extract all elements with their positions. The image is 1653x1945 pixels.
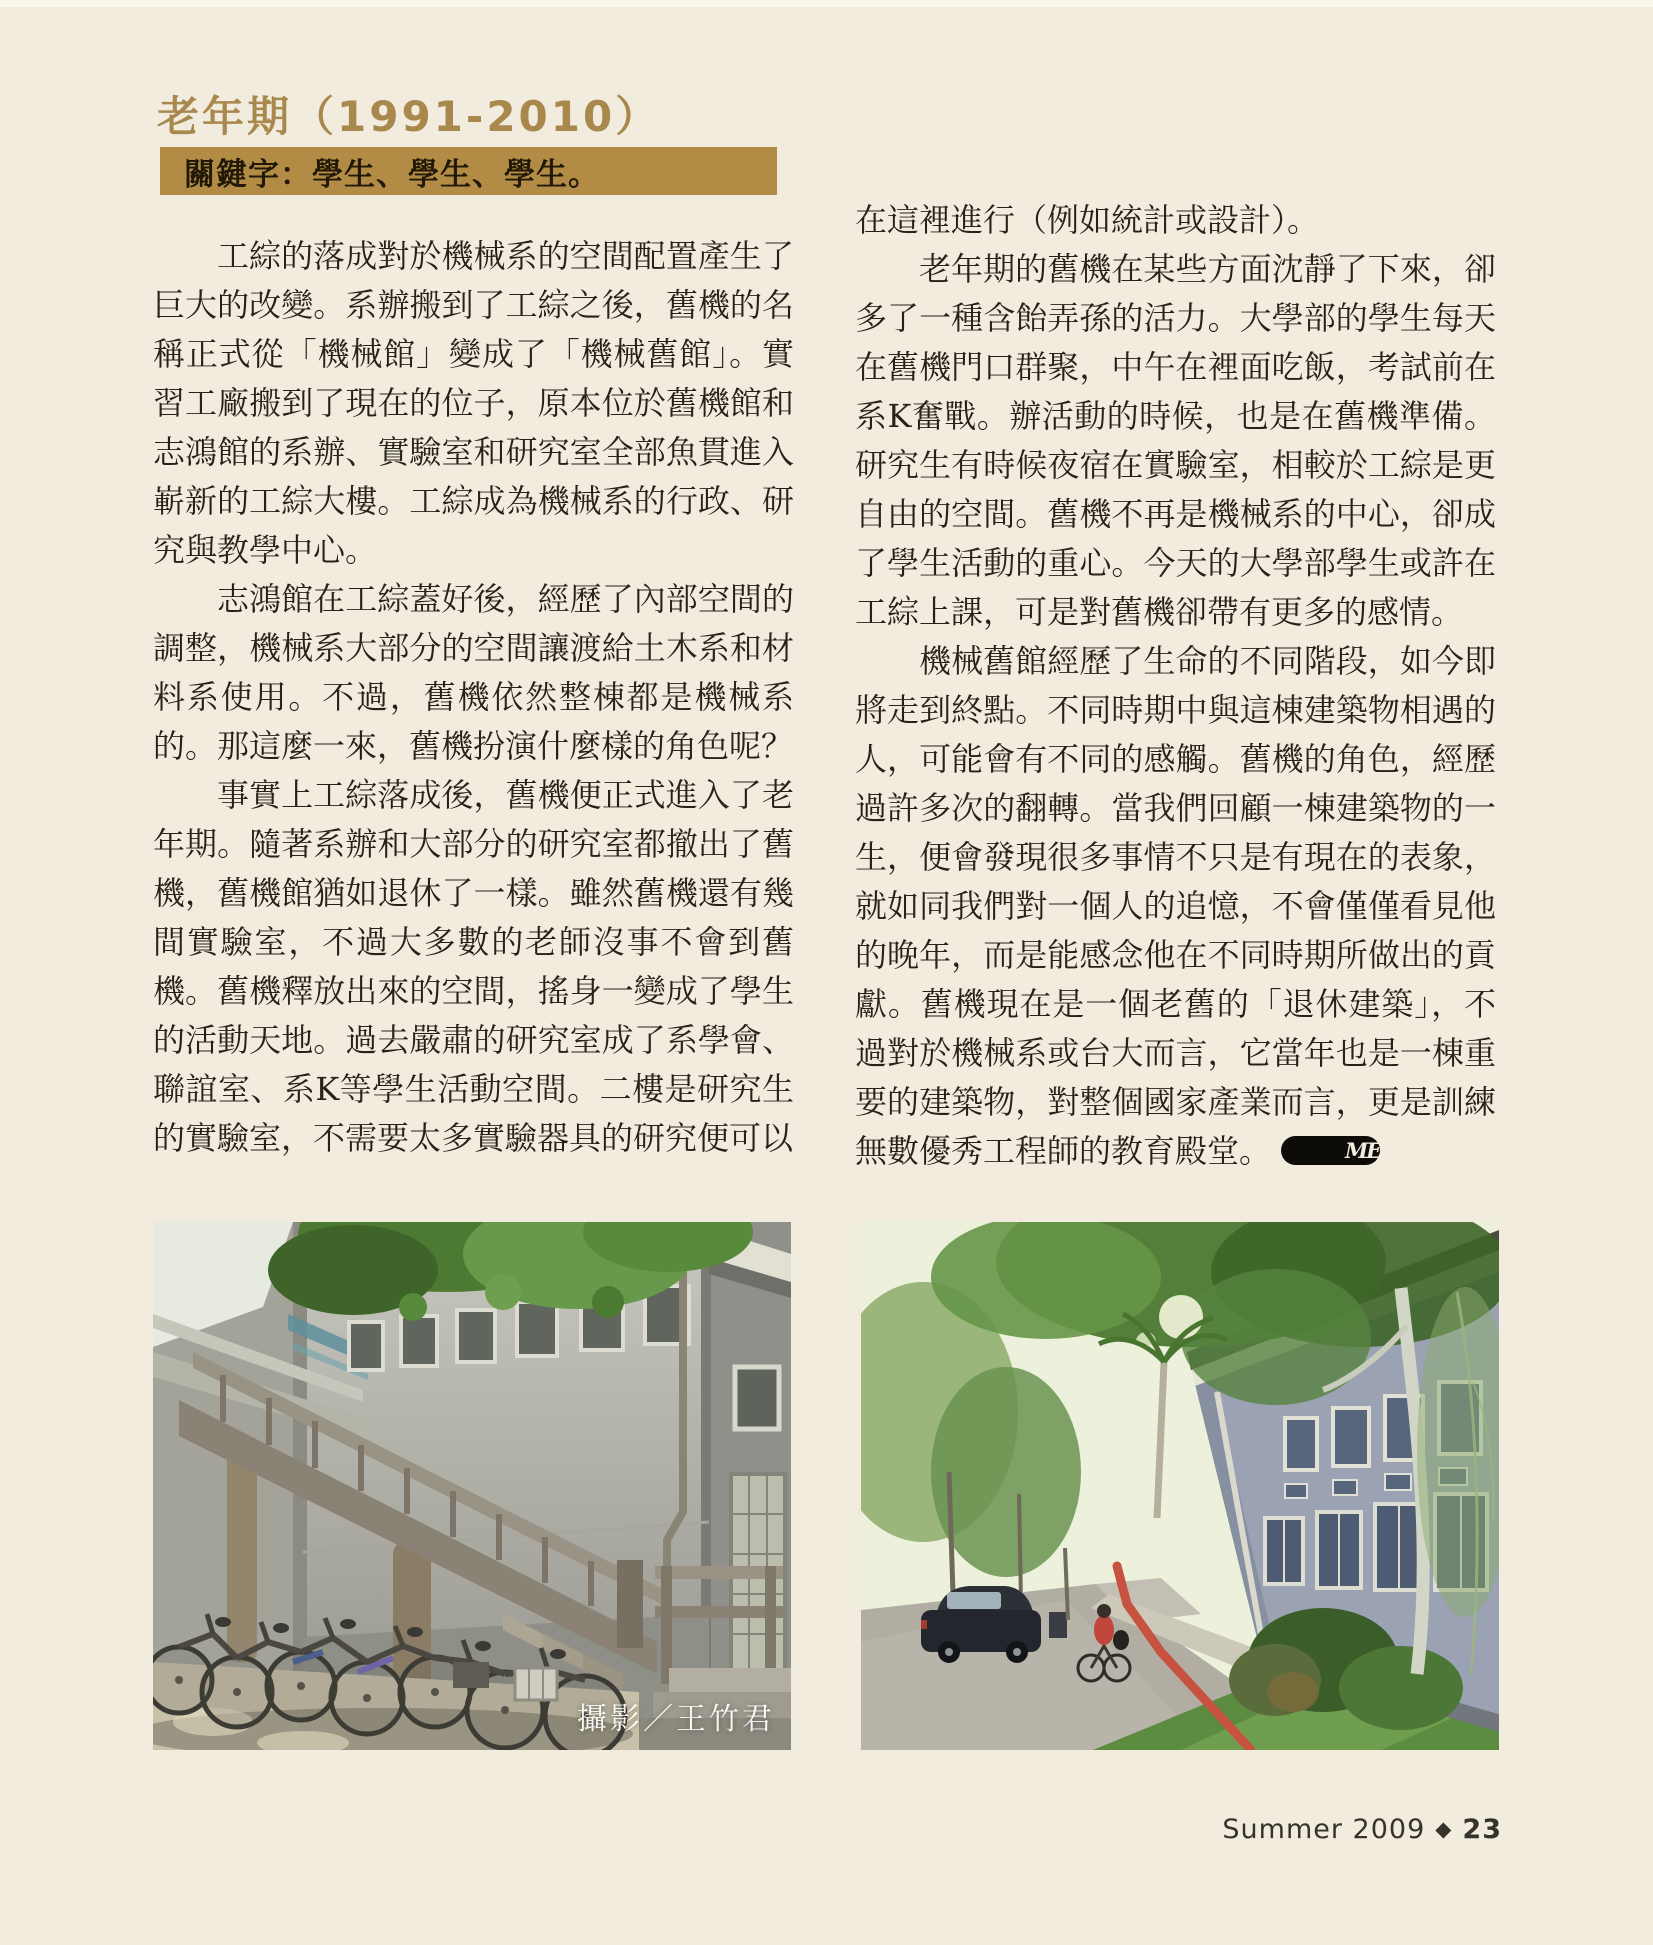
paragraph: 在這裡進行（例如統計或設計）。 bbox=[855, 201, 1320, 239]
campus-road-illustration bbox=[861, 1222, 1499, 1750]
photo-campus-road bbox=[861, 1222, 1499, 1750]
photo-credit: 攝影／王竹君 bbox=[577, 1702, 775, 1737]
paragraph bbox=[855, 637, 1496, 1176]
photo-old-building-stairs bbox=[153, 1222, 791, 1750]
paragraph: 志鴻館在工綜蓋好後，經歷了內部空間的調整，機械系大部分的空間讓渡給土木系和材料系使用。不過，舊機依然整棟都是機械系的。那這麼一來，舊機扮演什麼樣的角色呢？ bbox=[153, 580, 794, 765]
paragraph: 事實上工綜落成後，舊機便正式進入了老年期。隨著系辦和大部分的研究室都撤出了舊機，舊機館猶如退休了一樣。雖然舊機還有幾間實驗室，不過大多數的老師沒事不會到舊機。舊機釋放出來的空間，搖身一變成了學生的活動天地。過去嚴肅的研究室成了系學會、聯誼室、系K等學生活動空間。二樓是研究生的實驗室，不需要太多實驗器具的研究便可以 bbox=[153, 776, 794, 1157]
page-footer bbox=[1222, 1814, 1502, 1845]
footer-page-number: 23 bbox=[1462, 1814, 1502, 1845]
keyword-banner bbox=[160, 147, 777, 195]
paragraph: 老年期的舊機在某些方面沈靜了下來，卻多了一種含飴弄孫的活力。大學部的學生每天在舊機門口群聚，中午在裡面吃飯，考試前在系K奮戰。辦活動的時候，也是在舊機準備。研究生有時候夜宿在實驗室，相較於工綜是更自由的空間。舊機不再是機械系的中心，卻成了學生活動的重心。今天的大學部學生或許在工綜上課，可是對舊機卻帶有更多的感情。 bbox=[855, 250, 1496, 631]
old-building-stairs-illustration bbox=[153, 1222, 791, 1750]
footer-season: Summer 2009 bbox=[1222, 1814, 1426, 1845]
article-title: 老年期（1991-2010） bbox=[157, 92, 661, 141]
paragraph-text: 機械舊館經歷了生命的不同階段，如今即將走到終點。不同時期中與這棟建築物相遇的人，可能會有不同的感觸。舊機的角色，經歷過許多次的翻轉。當我們回顧一棟建築物的一生，便會發現很多事情不只是有現在的表象，就如同我們對一個人的追憶，不會僅僅看見他的晚年，而是能感念他在不同時期所做出的貢獻。舊機現在是一個老舊的「退休建築」，不過對於機械系或台大而言，它當年也是一棟重要的建築物，對整個國家產業而言，更是訓練無數優秀工程師的教育殿堂。 bbox=[855, 642, 1496, 1170]
page-top-strip bbox=[0, 0, 1653, 7]
left-column bbox=[153, 232, 794, 1163]
paragraph: 工綜的落成對於機械系的空間配置產生了巨大的改變。系辦搬到了工綜之後，舊機的名稱正式從「機械館」變成了「機械舊館」。實習工廠搬到了現在的位子，原本位於舊機館和志鴻館的系辦、實驗室和研究室全部魚貫進入嶄新的工綜大樓。工綜成為機械系的行政、研究與教學中心。 bbox=[153, 237, 794, 569]
keyword-banner-label: 關鍵字：學生、學生、學生。 bbox=[184, 156, 600, 193]
right-column bbox=[855, 196, 1496, 1176]
footer-diamond-icon: ◆ bbox=[1435, 1817, 1453, 1841]
end-of-article-mark: ME bbox=[1281, 1136, 1380, 1165]
